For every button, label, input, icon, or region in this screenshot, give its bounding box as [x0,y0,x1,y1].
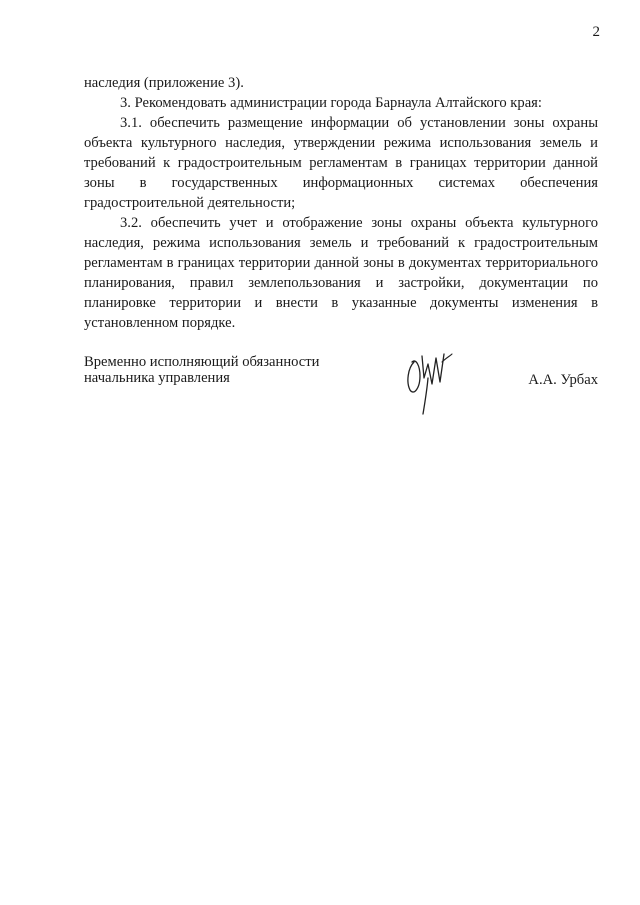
signature-block [84,354,598,424]
document-body [84,73,598,333]
paragraph-item-3-1: 3.1. обеспечить размещение информации об установлении зоны охраны объекта культурного наследия, утверждении режима использования земель и требований к градостроительным регламентам в границах территории данной зоны в государственных информационных системах обеспечения градостроительной деятельности; [84,115,598,211]
signatory-title-line-2: начальника управления [84,370,230,386]
page-number: 2 [592,24,600,40]
signatory-title-line-1: Временно исполняющий обязанности [84,354,320,370]
signatory-name: А.А. Урбах [528,372,598,388]
paragraph-item-3: 3. Рекомендовать администрации города Барнаула Алтайского края: [120,95,542,111]
handwritten-signature [402,348,462,418]
paragraph-continuation: наследия (приложение 3). [84,75,244,91]
paragraph-item-3-2: 3.2. обеспечить учет и отображение зоны охраны объекта культурного наследия, режима использования земель и требований к градостроительным регламентам в границах территории данной зоны в документах территориального планирования, правил землепользования и застройки, документации по планировке территории и внести в указанные документы изменения в установленном порядке. [84,215,598,331]
